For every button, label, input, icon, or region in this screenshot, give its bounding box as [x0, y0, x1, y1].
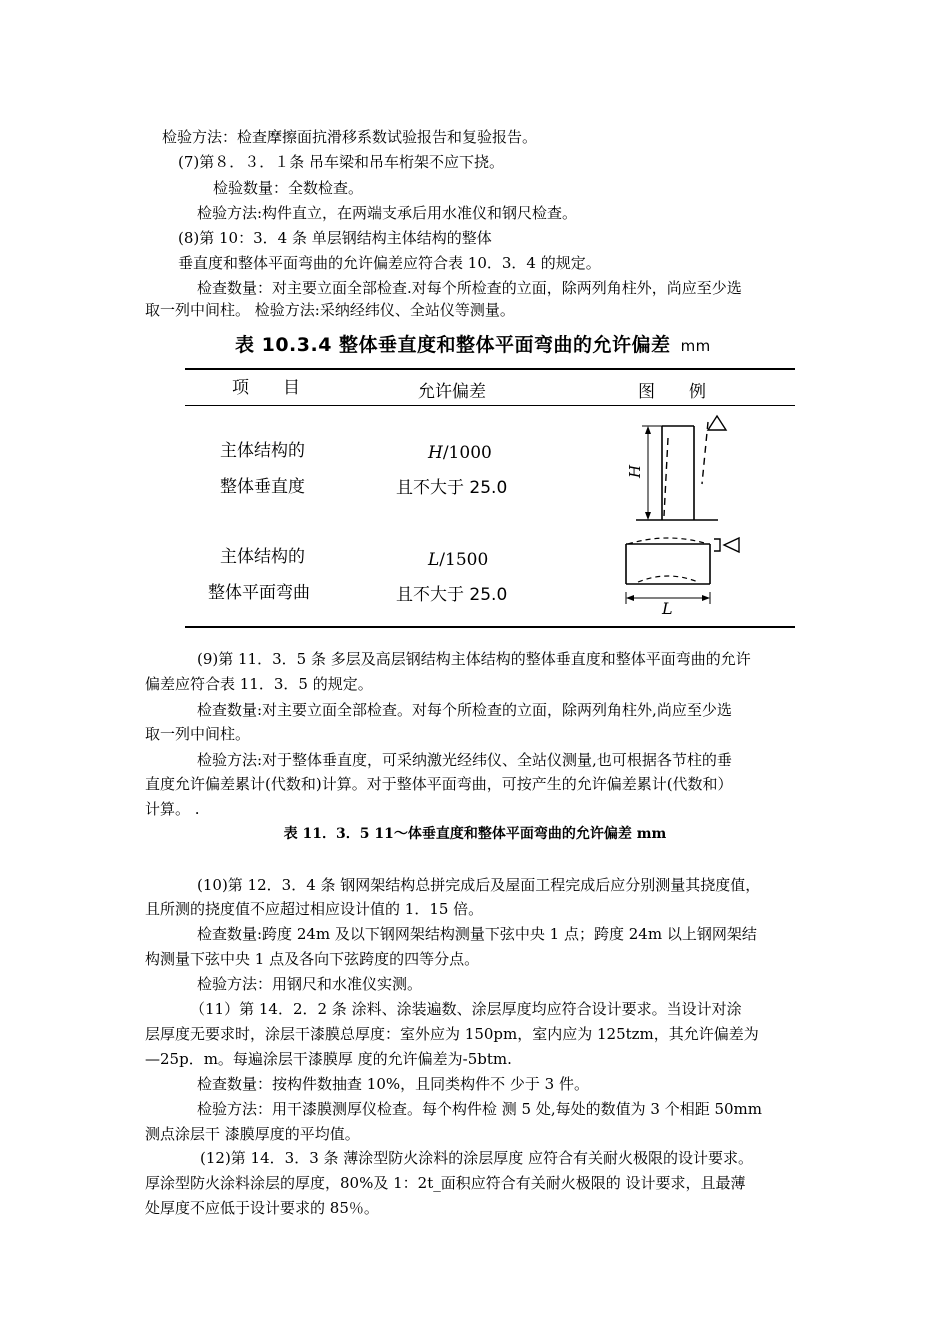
paragraph-inspect-quantity-all: 检验数量：全数检查。: [213, 179, 364, 197]
paragraph-clause-8-3-1: (7)第８．３．１条 吊车梁和吊车桁架不应下挠。: [178, 153, 505, 171]
table-title-text: 表 10.3.4 整体垂直度和整体平面弯曲的允许偏差: [235, 334, 671, 356]
table-row-1-limit: 且不大于 25.0: [396, 478, 508, 498]
table-row-1-formula-rest: /1000: [442, 443, 492, 463]
dimension-arrow-bottom: [645, 512, 651, 520]
paragraph-friction-test-method: 检验方法：检查摩擦面抗滑移系数试验报告和复验报告。: [162, 128, 538, 146]
table-row-1-formula-var: H: [428, 443, 443, 463]
table-bottom-rule: [185, 626, 795, 628]
paragraph-clause-14-2-2-end: —25p．m。每遍涂层干漆膜厚 度的允许偏差为-5btm.: [145, 1050, 512, 1068]
paragraph-inspect-method-thickness-cont: 测点涂层干 漆膜厚度的平均值。: [145, 1125, 360, 1143]
paragraph-inspect-quantity-3: 检查数量:跨度 24m 及以下钢网架结构测量下弦中央 1 点；跨度 24m 以上钢网架结: [197, 925, 757, 943]
paragraph-clause-12-3-4: (10)第 12．3．4 条 钢网架结构总拼完成后及屋面工程完成后应分别测量其挠度值，: [197, 876, 761, 894]
paragraph-clause-11-3-5: (9)第 11．3．5 条 多层及高层钢结构主体结构的整体垂直度和整体平面弯曲的允许: [197, 650, 751, 668]
deflection-dash-left: [664, 438, 668, 516]
table-row-2-item-line2: 整体平面弯曲: [208, 583, 310, 603]
table-row-1-formula: [428, 442, 492, 464]
paragraph-inspect-method-thickness: 检验方法：用干漆膜测厚仪检查。每个构件检 测 5 处,每处的数值为 3 个相距 50mm: [197, 1100, 763, 1118]
paragraph-inspect-quantity-facade: 检查数量：对主要立面全部检查.对每个所检查的立面，除两列角柱外，尚应至少选: [197, 279, 742, 297]
verticality-diagram: [628, 412, 738, 524]
table-row-1-item-line1: 主体结构的: [220, 441, 305, 461]
bending-diagram: [618, 530, 748, 620]
paragraph-inspect-method-laser: 检验方法:对于整体垂直度，可采纳激光经纬仪、全站仪测量,也可根据各节柱的垂: [197, 751, 732, 769]
triangle-marker-icon: [708, 416, 726, 430]
paragraph-inspect-method-upright: 检验方法:构件直立，在两端支承后用水准仪和钢尺检查。: [197, 204, 578, 222]
diagram-h-label: H: [626, 464, 644, 478]
paragraph-inspect-method-ruler: 检验方法：用钢尺和水准仪实测。: [197, 975, 423, 993]
dimension-arrow-right: [702, 595, 710, 601]
paragraph-clause-10-3-4: (8)第 10：3．4 条 单层钢结构主体结构的整体: [178, 229, 492, 247]
paragraph-inspect-quantity-4: 检查数量：按构件数抽查 10%，且同类构件不 少于 3 件。: [197, 1075, 589, 1093]
table-11-3-5-caption: 表 11．3．5 11～体垂直度和整体平面弯曲的允许偏差 mm: [283, 826, 667, 842]
triangle-marker-left-icon: [724, 538, 739, 552]
table-header-figure: 图 例: [638, 382, 706, 402]
table-row-2-formula-rest: /1500: [439, 550, 489, 570]
paragraph-clause-14-3-3-cont: 厚涂型防火涂料涂层的厚度，80%及 1：2t_面积应符合有关耐火极限的 设计要求，且最薄: [145, 1174, 746, 1192]
bending-curve-bottom: [638, 576, 698, 582]
paragraph-inspect-quantity-3-cont: 构测量下弦中央 1 点及各向下弦跨度的四等分点。: [145, 950, 480, 968]
diagram-l-label: L: [662, 599, 673, 618]
paragraph-inspect-quantity-2: 检查数量:对主要立面全部检查。对每个所检查的立面，除两列角柱外,尚应至少选: [197, 701, 732, 719]
paragraph-clause-14-2-2-cont: 层厚度无要求时，涂层干漆膜总厚度：室外应为 150pm，室内应为 125tzm，其允许偏差为: [145, 1025, 759, 1043]
table-row-1-item-line2: 整体垂直度: [220, 477, 305, 497]
dimension-arrow-left: [626, 595, 634, 601]
bracket-marker-icon: [714, 539, 720, 551]
table-title: [235, 330, 711, 357]
paragraph-clause-14-2-2: （11）第 14．2．2 条 涂料、涂装遍数、涂层厚度均应符合设计要求。当设计对涂: [190, 1000, 742, 1018]
table-top-rule: [185, 368, 795, 370]
deflection-dash-right: [702, 422, 708, 484]
dimension-arrow-top: [645, 426, 651, 434]
table-header-item: 项 目: [232, 378, 300, 398]
table-row-2-limit: 且不大于 25.0: [396, 585, 508, 605]
table-row-2-formula-var: L: [428, 550, 440, 570]
paragraph-inspect-method-laser-cont: 直度允许偏差累计(代数和)计算。对于整体平面弯曲，可按产生的允许偏差累计(代数和）: [145, 775, 733, 793]
paragraph-clause-12-3-4-cont: 且所测的挠度值不应超过相应设计值的 1．15 倍。: [145, 900, 484, 918]
paragraph-inspect-quantity-2-cont: 取一列中间柱。: [145, 725, 251, 743]
table-row-2-formula: [428, 549, 488, 571]
table-unit: mm: [680, 337, 711, 355]
table-header-rule: [185, 405, 795, 406]
paragraph-clause-11-3-5-cont: 偏差应符合表 11．3．5 的规定。: [145, 675, 373, 693]
bending-curve-top: [628, 538, 708, 544]
table-header-deviation: 允许偏差: [418, 382, 486, 402]
paragraph-inspect-quantity-facade-cont: 取一列中间柱。 检验方法:采纳经纬仪、全站仪等测量。: [145, 301, 515, 319]
paragraph-clause-10-3-4-cont: 垂直度和整体平面弯曲的允许偏差应符合表 10．3．4 的规定。: [178, 254, 601, 272]
paragraph-inspect-method-laser-end: 计算。 .: [145, 800, 200, 818]
paragraph-clause-14-3-3: (12)第 14．3．3 条 薄涂型防火涂料的涂层厚度 应符合有关耐火极限的设计要求。: [200, 1149, 754, 1167]
paragraph-clause-14-3-3-end: 处厚度不应低于设计要求的 85％。: [145, 1199, 379, 1217]
table-row-2-item-line1: 主体结构的: [220, 547, 305, 567]
